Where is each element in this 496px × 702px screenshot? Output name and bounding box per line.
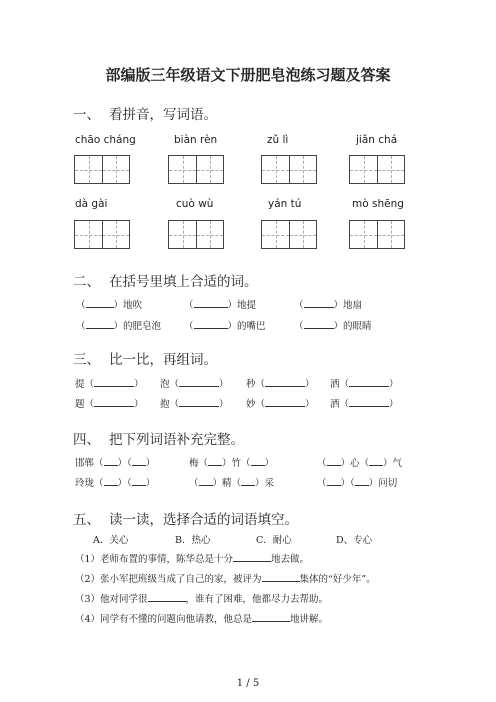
pinyin-label: cuò wù [176,198,214,210]
answer-blank[interactable] [132,476,146,486]
answer-blank[interactable] [132,456,146,466]
compare-item: 题（ ） [75,399,144,410]
section-number: 三、 [73,352,100,368]
writing-grid[interactable] [74,220,130,249]
section-text: 在括号里填上合适的词。 [109,274,258,290]
idiom-item: 玲珑（ ）（ ） [75,478,156,489]
answer-blank[interactable] [304,319,334,329]
answer-blank[interactable] [94,397,134,407]
writing-grid[interactable] [168,220,224,249]
answer-blank[interactable] [349,377,389,387]
answer-blank[interactable] [194,319,228,329]
pinyin-label: biàn rèn [174,134,218,146]
compare-item: 秒（ ） [246,379,315,390]
writing-grid[interactable] [349,220,405,249]
writing-grid[interactable] [261,220,317,249]
answer-blank[interactable] [179,377,219,387]
option-c: C．耐心 [256,535,292,546]
pinyin-label: yán tú [268,198,302,210]
answer-blank[interactable] [104,476,118,486]
idiom-item: （ ）精（ ）采 [189,478,275,489]
sentence-3: （3）他对同学很 ，谁有了困难，他都尽力去帮助。 [75,594,329,605]
answer-blank[interactable] [208,456,222,466]
idiom-item: 邯郸（ ）（ ） [75,458,156,469]
section-number: 四、 [73,432,100,448]
fill-item: （ ）地提 [184,300,257,311]
pinyin-label: zǔ lì [267,134,289,146]
compare-item: 泡（ ） [160,379,229,390]
answer-blank[interactable] [148,592,186,602]
answer-blank[interactable] [252,612,290,622]
idiom-item: （ ）心（ ）气 [317,458,403,469]
section-2-heading [73,270,258,290]
answer-blank[interactable] [199,476,213,486]
writing-grid[interactable] [261,155,317,184]
compare-item: 洒（ ） [330,379,399,390]
section-text: 把下列词语补充完整。 [109,432,244,448]
sentence-4: （4）同学有不懂的问题向他请教，他总是 地讲解。 [75,614,329,625]
section-4-heading [73,428,244,448]
writing-grid[interactable] [349,155,405,184]
answer-blank[interactable] [104,456,118,466]
answer-blank[interactable] [179,397,219,407]
pinyin-label: mò shēng [352,198,404,210]
pinyin-label: jiǎn chá [356,134,398,146]
page-title: 部编版三年级语文下册肥皂泡练习题及答案 [105,66,391,84]
answer-blank[interactable] [94,377,134,387]
answer-blank[interactable] [327,456,341,466]
answer-blank[interactable] [265,397,305,407]
compare-item: 洒（ ） [330,399,399,410]
fill-item: （ ）的肥皂泡 [76,321,162,332]
fill-item: （ ）地吹 [76,300,143,311]
answer-blank[interactable] [349,397,389,407]
answer-blank[interactable] [304,298,334,308]
fill-item: （ ）的眼睛 [294,321,372,332]
idiom-item: （ ）（ ）问切 [317,478,398,489]
writing-grid[interactable] [168,155,224,184]
idiom-item: 梅（ ）竹（ ） [189,458,275,469]
fill-item: （ ）的嘴巴 [184,321,266,332]
answer-blank[interactable] [233,552,271,562]
answer-blank[interactable] [262,572,300,582]
sentence-1: （1）老师布置的事情，陈华总是十分 地去做。 [75,554,310,565]
section-5-heading [73,508,298,528]
section-number: 一、 [73,107,100,123]
option-b: B．热心 [175,535,211,546]
section-3-heading [73,348,217,368]
compare-item: 抱（ ） [160,399,229,410]
answer-blank[interactable] [265,377,305,387]
section-number: 二、 [73,274,100,290]
writing-grid[interactable] [74,155,130,184]
answer-blank[interactable] [327,476,341,486]
answer-blank[interactable] [241,476,255,486]
answer-blank[interactable] [86,319,114,329]
section-text: 读一读，选择合适的词语填空。 [109,512,298,528]
section-text: 看拼音，写词语。 [109,107,217,123]
fill-item: （ ）地扇 [294,300,363,311]
compare-item: 妙（ ） [246,399,315,410]
compare-item: 提（ ） [75,379,144,390]
answer-blank[interactable] [86,298,114,308]
sentence-2: （2）张小军把班级当成了自己的家，被评为 集体的“好少年”。 [75,574,376,585]
section-text: 比一比，再组词。 [109,352,217,368]
answer-blank[interactable] [369,456,383,466]
section-number: 五、 [73,512,100,528]
pinyin-label: chāo cháng [75,134,136,146]
pinyin-label: dà gài [75,198,108,210]
option-d: D、专心 [336,535,373,546]
section-1-heading [73,103,217,123]
option-a: A．关心 [93,535,129,546]
page-number: 1 / 5 [236,678,260,689]
answer-blank[interactable] [355,476,369,486]
answer-blank[interactable] [194,298,228,308]
answer-blank[interactable] [251,456,265,466]
